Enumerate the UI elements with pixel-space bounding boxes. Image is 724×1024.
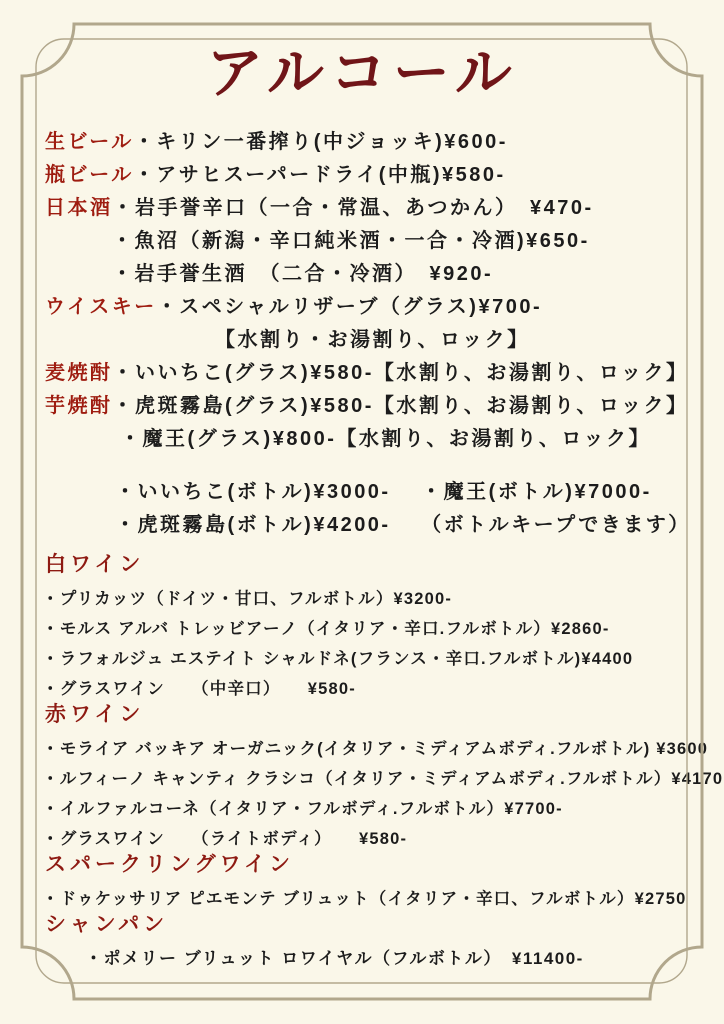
menu-line-text: ・魚沼（新潟・辛口純米酒・一合・冷酒)¥650- — [112, 230, 590, 252]
frame-outer-line — [22, 24, 702, 999]
menu-line-label: 生ビール — [45, 131, 134, 153]
menu-line-text: ・虎斑霧島(ボトル)¥4200- （ボトルキープできます） — [115, 514, 691, 536]
menu-line-text: ・虎斑霧島(グラス)¥580-【水割り、お湯割り、ロック】 — [112, 395, 689, 417]
menu-line-text: ・モライア バッキア オーガニック(イタリア・ミディアムボディ.フルボトル) ¥3600 — [42, 740, 709, 758]
menu-line-label: 瓶ビール — [45, 164, 134, 186]
menu-line-text: 赤ワイン — [45, 703, 145, 726]
menu-line-label: 芋焼酎 — [45, 395, 113, 417]
menu-line-label: ウイスキー — [45, 296, 157, 318]
menu-line-text: スパークリングワイン — [45, 853, 294, 876]
menu-line-text: 白ワイン — [45, 553, 145, 576]
menu-line-text: ・いいちこ(グラス)¥580-【水割り、お湯割り、ロック】 — [112, 362, 689, 384]
menu-line-text: ・ルフィーノ キャンティ クラシコ（イタリア・ミディアムボディ.フルボトル）¥4170 — [42, 770, 724, 788]
menu-line-label: 麦焼酎 — [45, 362, 113, 384]
menu-line-text: ・ドゥケッサリア ピエモンテ ブリュット（イタリア・辛口、フルボトル）¥2750 — [42, 890, 687, 908]
menu-line-text: ・キリン一番搾り(中ジョッキ)¥600- — [133, 131, 508, 153]
menu-line-text: ・スペシャルリザーブ（グラス)¥700- — [156, 296, 543, 318]
frame-inner-line — [36, 39, 687, 983]
menu-line-text: ・グラスワイン （ライトボディ） ¥580- — [42, 830, 408, 848]
menu-line-text: ・魔王(グラス)¥800-【水割り、お湯割り、ロック】 — [120, 428, 651, 450]
page-title: アルコール — [206, 42, 518, 105]
menu-line-text: ・プリカッツ（ドイツ・甘口、フルボトル）¥3200- — [42, 590, 453, 608]
menu-line-text: ・ポメリー ブリュット ロワイヤル（フルボトル） ¥11400- — [85, 949, 584, 968]
menu-line-text: ・モルス アルバ トレッビアーノ（イタリア・辛口.フルボトル）¥2860- — [42, 620, 610, 638]
menu-line-text: ・岩手誉生酒 （二合・冷酒） ¥920- — [112, 263, 494, 285]
menu-line-text: ・岩手誉辛口（一合・常温、あつかん） ¥470- — [112, 197, 594, 219]
menu-line-text: ・イルファルコーネ（イタリア・フルボディ.フルボトル）¥7700- — [42, 800, 563, 818]
menu-line-text: ・アサヒスーパードライ(中瓶)¥580- — [133, 164, 506, 186]
menu-line-text: ・いいちこ(ボトル)¥3000- ・魔王(ボトル)¥7000- — [115, 481, 652, 503]
menu-line-text: ・ラフォルジュ エステイト シャルドネ(フランス・辛口.フルボトル)¥4400 — [42, 650, 634, 668]
menu-line-label: 日本酒 — [45, 197, 113, 219]
menu-line-text: 【水割り・お湯割り、ロック】 — [215, 329, 530, 351]
menu-line-text: シャンパン — [45, 913, 169, 936]
menu-line-text: ・グラスワイン （中辛口） ¥580- — [42, 680, 356, 698]
